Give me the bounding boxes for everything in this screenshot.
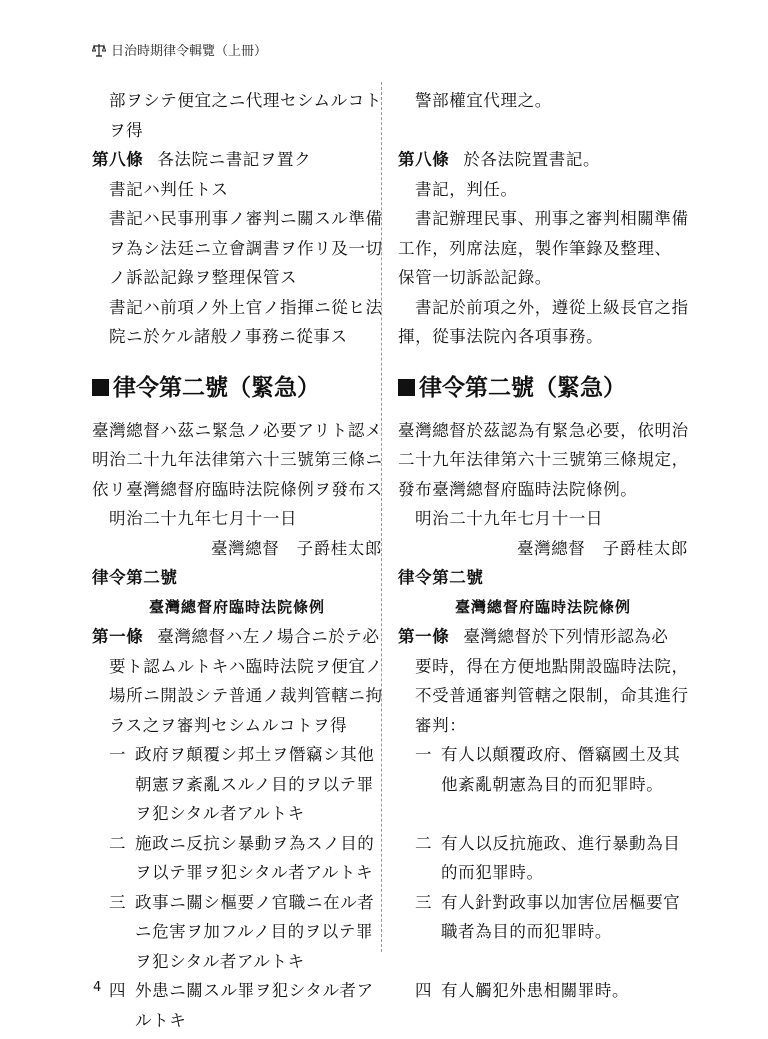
text-line: 臺灣總督於下列情形認為必 xyxy=(463,627,669,646)
signature-line: 臺灣總督 子爵桂太郎 xyxy=(211,538,382,558)
article-label: 第一條 xyxy=(92,627,144,646)
text-line: 書記ハ民事刑事ノ審判ニ關スル準備 xyxy=(109,209,383,228)
section-title xyxy=(398,360,688,416)
text-line: ニ危害ヲ加フルノ目的ヲ以テ罪 xyxy=(135,922,374,941)
text-line: 臺灣總督於茲認為有緊急必要，依明治 xyxy=(398,420,689,440)
text-line: 審判： xyxy=(415,715,467,735)
text-line: ヲ犯シタル者アルトキ xyxy=(135,951,305,971)
item-number: 二 xyxy=(109,833,127,853)
japanese-column xyxy=(92,86,382,1035)
text-line: 他紊亂朝憲為目的而犯罪時。 xyxy=(441,774,664,794)
text-line: 警部權宜代理之。 xyxy=(415,91,552,110)
text-line: 施政ニ反抗シ暴動ヲ為スノ目的 xyxy=(135,833,375,853)
text-line: 要ト認ムルトキハ臨時法院ヲ便宜ノ xyxy=(109,656,383,676)
book-title: 日治時期律令輯覽（上冊） xyxy=(111,44,268,59)
list-item xyxy=(398,740,688,829)
date-line: 明治二十九年七月十一日 xyxy=(109,509,298,528)
text-line: 不受普通審判管轄之限制，命其進行 xyxy=(415,686,689,705)
scales-icon xyxy=(92,43,106,57)
text-line: 於各法院置書記。 xyxy=(463,150,601,169)
text-line: 有人以顛覆政府、僭竊國土及其 xyxy=(441,745,681,764)
article-label: 第八條 xyxy=(398,150,450,169)
list-item xyxy=(398,888,688,977)
law-number: 律令第二號 xyxy=(398,568,484,587)
section-title-text: 律令第二號（緊急） xyxy=(419,374,626,401)
list-item xyxy=(92,740,382,829)
section-title xyxy=(92,360,382,416)
square-bullet-icon xyxy=(398,379,415,396)
text-line: ヲ犯シタル者アルトキ xyxy=(135,804,305,823)
text-line: 有人針對政事以加害位居樞要官 xyxy=(441,892,681,912)
list-item xyxy=(92,829,382,888)
text-line: 揮，從事法院內各項事務。 xyxy=(398,327,604,346)
item-number: 四 xyxy=(109,981,127,1000)
text-line: 有人觸犯外患相關罪時。 xyxy=(441,981,630,1000)
text-line: ヲ以テ罪ヲ犯シタル者アルトキ xyxy=(135,863,374,882)
text-line: 職者為目的而犯罪時。 xyxy=(441,922,612,941)
law-title: 臺灣總督府臨時法院條例 xyxy=(148,597,325,616)
text-line: 臺灣總督ハ茲ニ緊急ノ必要アリト認メ xyxy=(92,420,383,440)
item-number: 一 xyxy=(415,745,433,764)
text-line: 要時，得在方便地點開設臨時法院， xyxy=(415,656,689,676)
list-item xyxy=(398,829,688,888)
text-line: ヲ得 xyxy=(109,120,144,140)
text-line: 政府ヲ顛覆シ邦土ヲ僭竊シ其他 xyxy=(135,745,375,764)
law-title: 臺灣總督府臨時法院條例 xyxy=(454,597,631,616)
article-label: 第八條 xyxy=(92,150,144,169)
article-8 xyxy=(398,145,688,175)
text-line: 明治二十九年法律第六十三號第三條ニ xyxy=(92,450,383,469)
item-number: 二 xyxy=(415,833,433,853)
text-line: 依リ臺灣總督府臨時法院條例ヲ發布ス xyxy=(92,479,383,499)
text-line: ヲ為シ法廷ニ立會調書ヲ作リ及一切 xyxy=(109,238,383,258)
text-line: ルトキ xyxy=(135,1010,187,1030)
text-line: ラス之ヲ審判セシムルコトヲ得 xyxy=(109,715,348,735)
signature-line: 臺灣總督 子爵桂太郎 xyxy=(517,538,688,558)
text-line: 外患ニ關スル罪ヲ犯シタル者ア xyxy=(135,981,374,1000)
article-1 xyxy=(92,622,382,652)
text-line: 的而犯罪時。 xyxy=(441,863,544,882)
article-8 xyxy=(92,145,382,175)
list-item xyxy=(92,976,382,1035)
text-line: 朝憲ヲ紊亂スルノ目的ヲ以テ罪 xyxy=(135,774,374,794)
date-line: 明治二十九年七月十一日 xyxy=(415,509,604,528)
text-line: 有人以反抗施政、進行暴動為目 xyxy=(441,833,681,853)
item-number: 四 xyxy=(415,981,433,1000)
article-1 xyxy=(398,622,688,652)
section-title-text: 律令第二號（緊急） xyxy=(113,374,320,401)
text-line: 政事ニ關シ樞要ノ官職ニ在ル者 xyxy=(135,892,375,912)
text-line: 書記，判任。 xyxy=(415,179,518,199)
text-line: 院ニ於ケル諸般ノ事務ニ從事ス xyxy=(109,327,348,346)
text-line: 臺灣總督ハ左ノ場合ニ於テ必 xyxy=(157,627,380,646)
text-line: 二十九年法律第六十三號第三條規定， xyxy=(398,450,689,469)
text-line: 書記ハ判任トス xyxy=(109,179,229,199)
text-line: 書記辦理民事、刑事之審判相關準備 xyxy=(415,209,689,228)
list-item xyxy=(92,888,382,977)
item-number: 一 xyxy=(109,745,127,764)
text-line: 各法院ニ書記ヲ置ク xyxy=(157,150,312,169)
running-header xyxy=(92,40,267,59)
text-line: 場所ニ開設シテ普通ノ裁判管轄ニ拘 xyxy=(109,686,383,705)
square-bullet-icon xyxy=(92,379,109,396)
page-number: 4 xyxy=(93,980,102,995)
text-line: 保管一切訴訟記錄。 xyxy=(398,268,552,287)
text-line: 工作，列席法庭，製作筆錄及整理、 xyxy=(398,238,672,258)
text-line: 書記ハ前項ノ外上官ノ指揮ニ從ヒ法 xyxy=(109,297,383,317)
item-number: 三 xyxy=(415,892,433,912)
text-line: 書記於前項之外，遵從上級長官之指 xyxy=(415,297,689,317)
chinese-column xyxy=(398,86,688,1006)
text-line: ノ訴訟記錄ヲ整理保管ス xyxy=(109,268,298,287)
text-line: 部ヲシテ便宜之ニ代理セシムルコト xyxy=(109,91,382,110)
list-item xyxy=(398,976,688,1006)
text-line: 發布臺灣總督府臨時法院條例。 xyxy=(398,479,638,499)
item-number: 三 xyxy=(109,892,127,912)
article-label: 第一條 xyxy=(398,627,450,646)
law-number: 律令第二號 xyxy=(92,568,178,587)
